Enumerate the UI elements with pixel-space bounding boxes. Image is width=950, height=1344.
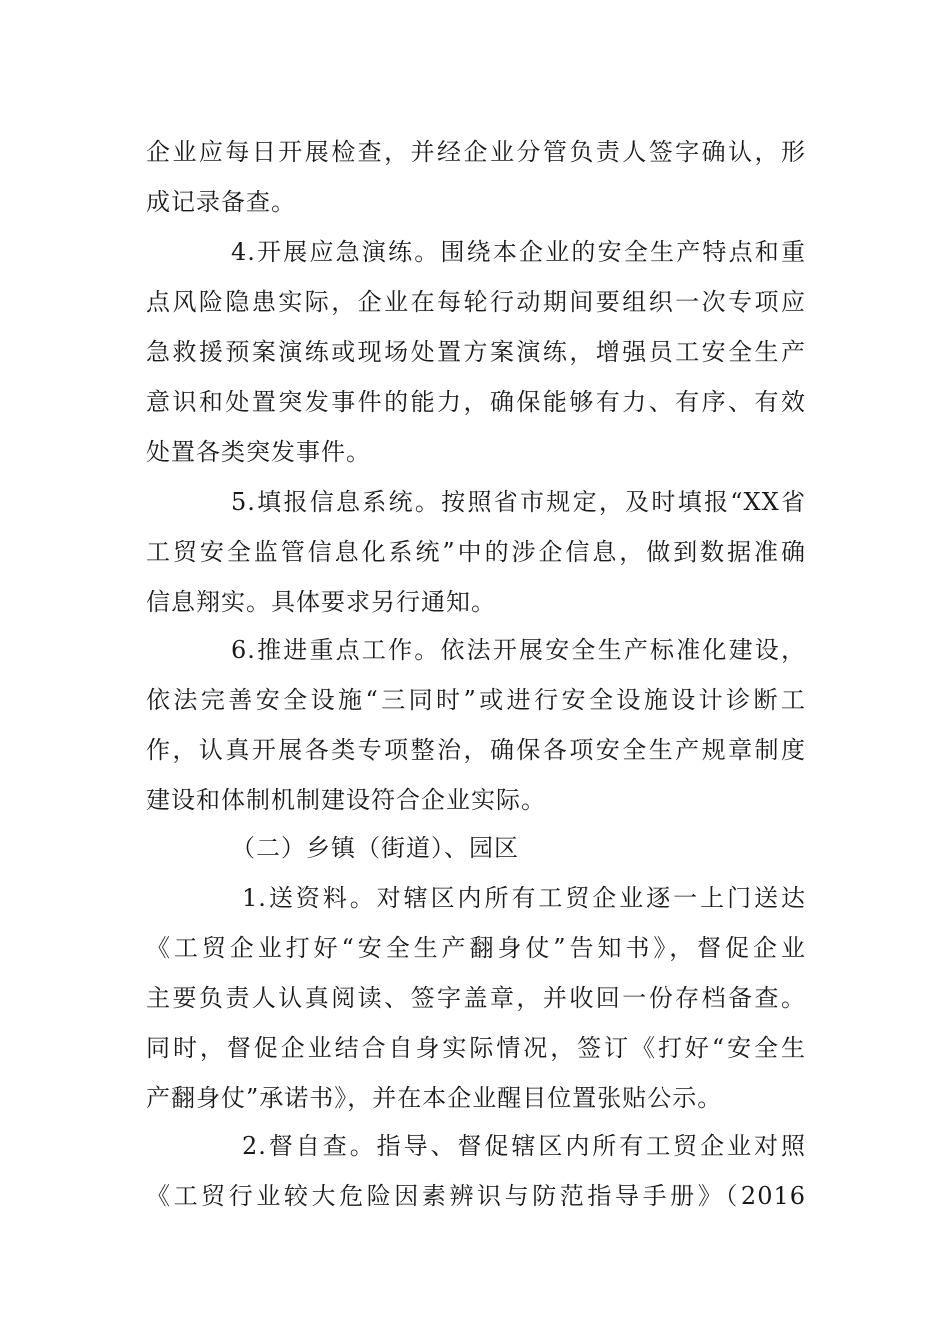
paragraph-start-line: 6.推进重点工作。依法开展安全生产标准化建设，: [231, 636, 806, 664]
text-line: 同时，督促企业结合自身实际情况，签订《打好“安全生: [146, 1034, 806, 1062]
text-line: 意识和处置突发事件的能力，确保能够有力、有序、有效: [146, 388, 806, 416]
text-line: 企业应每日开展检查，并经企业分管负责人签字确认，形: [146, 138, 806, 166]
text-line: 信息翔实。具体要求另行通知。: [146, 588, 496, 616]
text-line: 《工贸行业较大危险因素辨识与防范指导手册》（2016: [146, 1182, 806, 1210]
paragraph-start-line: 1.送资料。对辖区内所有工贸企业逐一上门送达: [242, 884, 806, 912]
paragraph-start-line: 5.填报信息系统。按照省市规定，及时填报“XX省: [231, 488, 806, 516]
text-line: 建设和体制机制建设符合企业实际。: [146, 786, 546, 814]
paragraph-start-line: 2.督自查。指导、督促辖区内所有工贸企业对照: [242, 1132, 806, 1160]
text-line: 产翻身仗”承诺书》，并在本企业醒目位置张贴公示。: [146, 1084, 723, 1112]
text-line: 急救援预案演练或现场处置方案演练，增强员工安全生产: [146, 338, 806, 366]
text-line: 工贸安全监管信息化系统”中的涉企信息，做到数据准确: [146, 538, 806, 566]
text-line: 成记录备查。: [146, 188, 296, 216]
text-line: 作，认真开展各类专项整治，确保各项安全生产规章制度: [146, 736, 806, 764]
paragraph-start-line: 4.开展应急演练。围绕本企业的安全生产特点和重: [231, 238, 806, 266]
text-line: 主要负责人认真阅读、签字盖章，并收回一份存档备查。: [146, 984, 806, 1012]
text-line: 《工贸企业打好“安全生产翻身仗”告知书》，督促企业: [146, 934, 806, 962]
text-line: 依法完善安全设施“三同时”或进行安全设施设计诊断工: [146, 686, 806, 714]
section-heading: （二）乡镇（街道）、园区: [231, 834, 519, 862]
text-line: 点风险隐患实际，企业在每轮行动期间要组织一次专项应: [146, 288, 806, 316]
text-line: 处置各类突发事件。: [146, 438, 371, 466]
